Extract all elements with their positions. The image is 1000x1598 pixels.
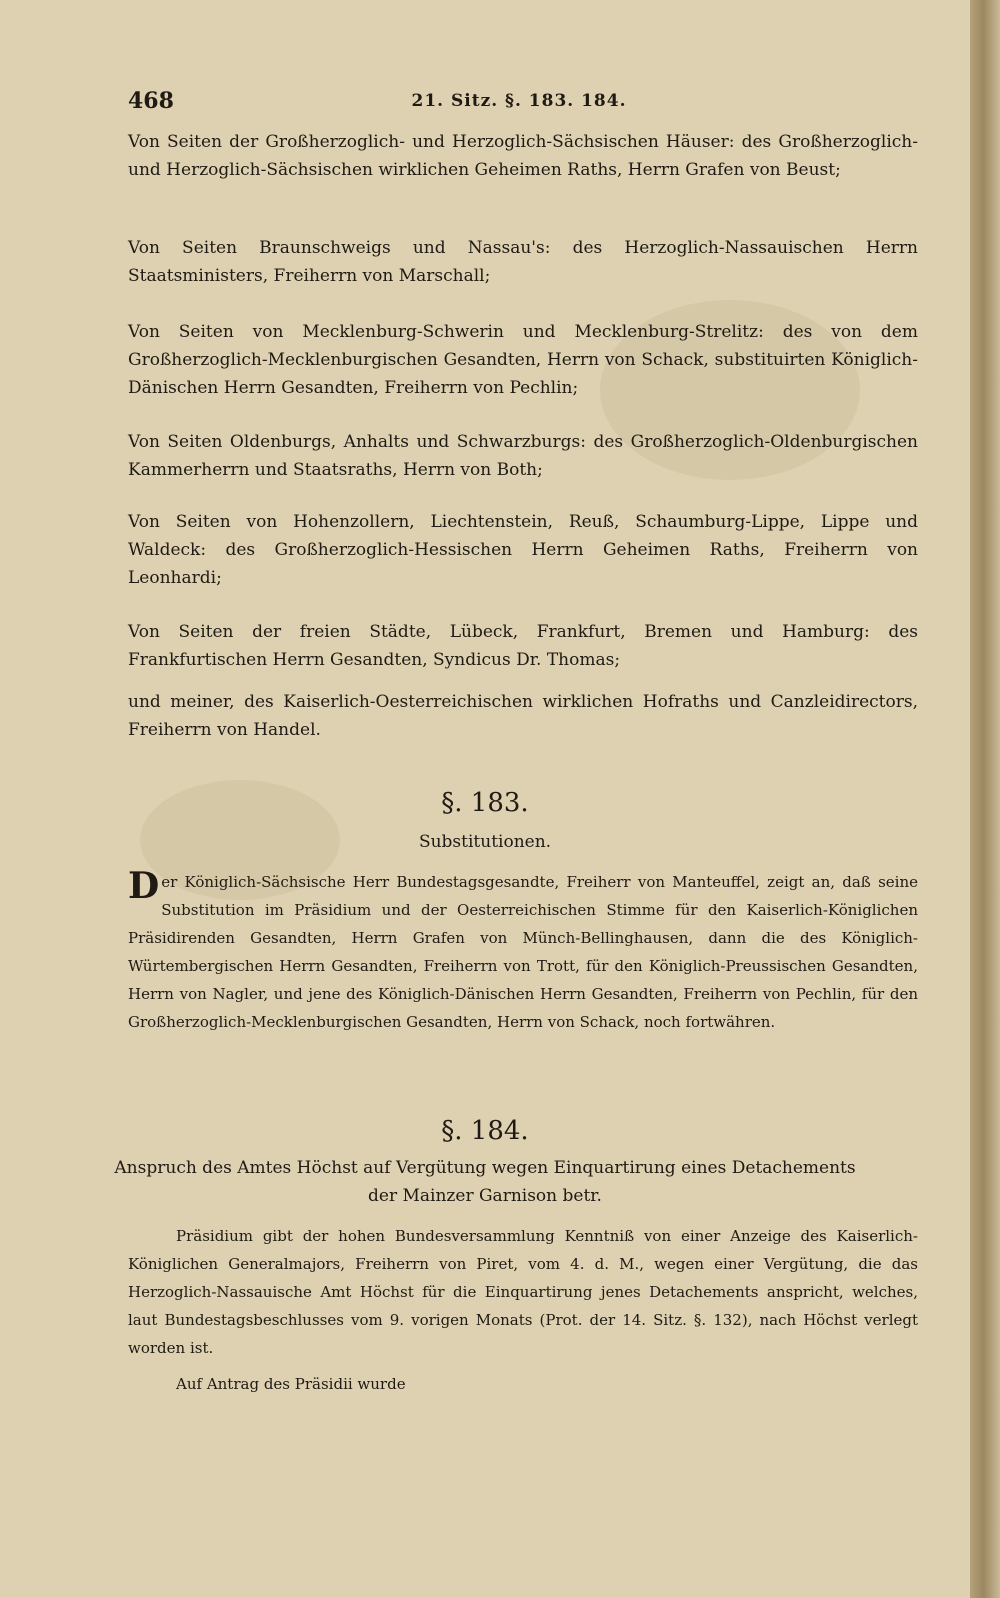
section-183-title: Substitutionen. [418, 832, 552, 852]
page-number: 468 [128, 88, 174, 114]
dropcap: D [128, 865, 160, 907]
section-184-body: Präsidium gibt der hohen Bundesversammlung Kenntniß von einer Anzeige des Kaiserlich-Königlichen Generalmajors, Freiherrn von Piret, vom 4. d. M., wegen einer Vergütung, die das Herzoglich-Nassauische Amt Höchst für die Einquartirung jenes Detachements anspricht, welches, laut Bundestagsbeschlusses vom 9. vorigen Monats (Prot. der 14. Sitz. §. 132), nach Höchst verlegt worden ist. [128, 1227, 918, 1357]
section-184-title-line2: der Mainzer Garnison betr. [368, 1186, 602, 1206]
paragraph-austria: und meiner, des Kaiserlich-Oesterreichischen wirklichen Hofraths und Canzleidirectors, Freiherrn von Handel. [128, 692, 918, 740]
paragraph-saxon-houses: Von Seiten der Großherzoglich- und Herzoglich-Sächsischen Häuser: des Großherzoglich- und Herzoglich-Sächsischen wirklichen Geheimen Raths, Herrn Grafen von Beust; [128, 132, 918, 180]
section-183-number: §. 183. [441, 788, 529, 818]
section-183-text: er Königlich-Sächsische Herr Bundestagsgesandte, Freiherr von Manteuffel, zeigt an, daß seine Substitution im Präsidium und der Oesterreichischen Stimme für den Kaiserlich-Königlichen Präsidirenden Gesandten, Herrn Grafen von Münch-Bellinghausen, dann die des Königlich-Würtembergischen Herrn Gesandten, Freiherrn von Trott, für den Königlich-Preussischen Gesandten, Herrn von Nagler, und jene des Königlich-Dänischen Herrn Gesandten, Freiherrn von Pechlin, für den Großherzoglich-Mecklenburgischen Gesandten, Herrn von Schack, noch fortwähren. [128, 873, 918, 1031]
page-header [118, 88, 920, 122]
section-184-closing: Auf Antrag des Präsidii wurde [176, 1375, 406, 1393]
section-183-body [128, 865, 918, 1036]
paragraph-hohenzollern: Von Seiten von Hohenzollern, Liechtenstein, Reuß, Schaumburg-Lippe, Lippe und Waldeck: des Großherzoglich-Hessischen Herrn Geheimen Raths, Freiherrn von Leonhardi; [128, 512, 918, 588]
section-184-title-line1: Anspruch des Amtes Höchst auf Vergütung wegen Einquartirung eines Detachements [114, 1158, 856, 1178]
paragraph-oldenburg: Von Seiten Oldenburgs, Anhalts und Schwarzburgs: des Großherzoglich-Oldenburgischen Kammerherrn und Staatsraths, Herrn von Both; [128, 432, 918, 480]
paragraph-mecklenburg: Von Seiten von Mecklenburg-Schwerin und Mecklenburg-Strelitz: des von dem Großherzoglich-Mecklenburgischen Gesandten, Herrn von Schack, substituirten Königlich-Dänischen Herrn Gesandten, Freiherrn von Pechlin; [128, 322, 918, 398]
paragraph-braunschweig-nassau: Von Seiten Braunschweigs und Nassau's: des Herzoglich-Nassauischen Herrn Staatsministers, Freiherrn von Marschall; [128, 238, 918, 286]
book-edge [970, 0, 1000, 1598]
paragraph-free-cities: Von Seiten der freien Städte, Lübeck, Frankfurt, Bremen und Hamburg: des Frankfurtischen Herrn Gesandten, Syndicus Dr. Thomas; [128, 622, 918, 670]
running-head: 21. Sitz. §. 183. 184. [411, 91, 627, 111]
section-184-number: §. 184. [441, 1116, 529, 1146]
